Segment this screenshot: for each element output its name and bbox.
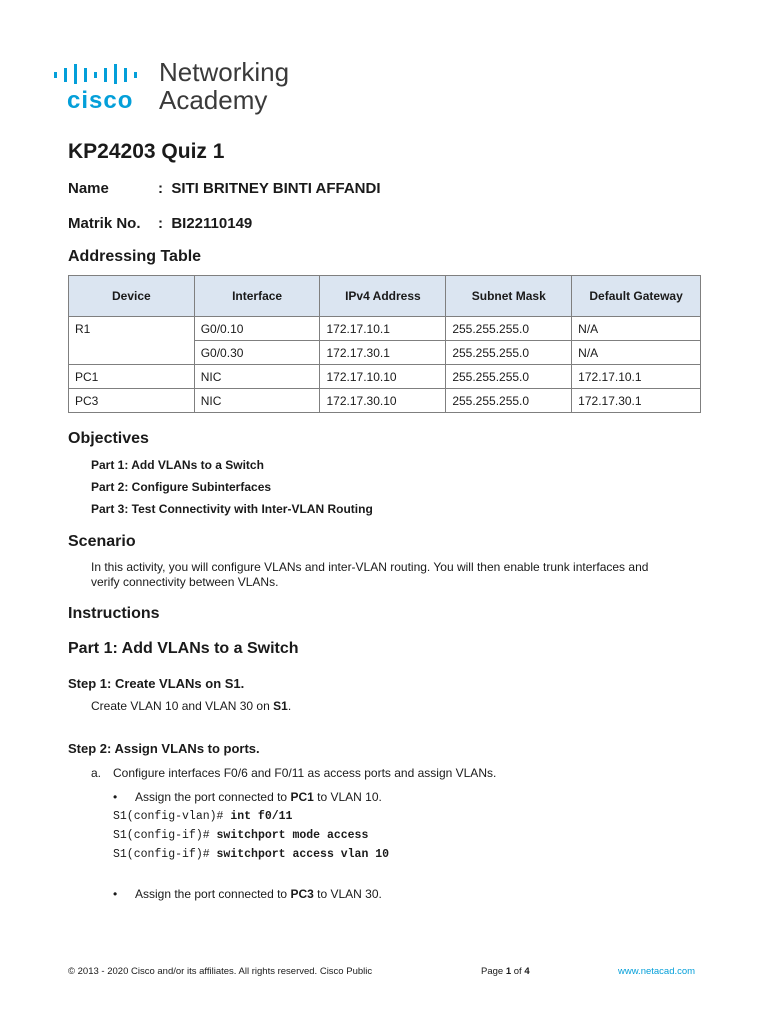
table-cell: PC1 xyxy=(69,365,195,389)
code-prompt: S1(config-if)# xyxy=(113,848,217,861)
bullet-text-bold: PC3 xyxy=(290,887,314,901)
code-line xyxy=(113,848,389,861)
table-cell: 255.255.255.0 xyxy=(446,317,572,341)
code-command: int f0/11 xyxy=(230,810,293,823)
bullet-text: to VLAN 10. xyxy=(313,790,382,804)
objective-item: Part 1: Add VLANs to a Switch xyxy=(91,458,264,472)
table-cell: PC3 xyxy=(69,389,195,413)
step2-heading: Step 2: Assign VLANs to ports. xyxy=(68,741,260,756)
page-label: Page xyxy=(481,966,506,977)
part1-heading: Part 1: Add VLANs to a Switch xyxy=(68,640,299,657)
table-cell: N/A xyxy=(572,341,701,365)
list-item xyxy=(113,887,382,901)
name-value: SITI BRITNEY BINTI AFFANDI xyxy=(171,180,381,197)
table-row xyxy=(69,341,701,365)
addressing-table-heading: Addressing Table xyxy=(68,248,202,265)
table-row xyxy=(69,389,701,413)
table-cell xyxy=(69,341,195,365)
table-cell: N/A xyxy=(572,317,701,341)
table-cell: G0/0.10 xyxy=(194,317,320,341)
page-of: of xyxy=(511,966,525,977)
table-row xyxy=(69,317,701,341)
step1-text-part: Create VLAN 10 and VLAN 30 on xyxy=(91,699,274,713)
bullet-icon: • xyxy=(113,790,118,804)
scenario-line: verify connectivity between VLANs. xyxy=(91,575,279,589)
bullet-icon: • xyxy=(113,887,118,901)
netacad-link[interactable]: www.netacad.com xyxy=(618,966,696,977)
table-cell: 172.17.30.1 xyxy=(320,341,446,365)
matrik-separator: : xyxy=(158,215,163,232)
step2-item-a xyxy=(91,766,496,780)
instructions-heading: Instructions xyxy=(68,605,160,622)
cisco-wordmark: cisco xyxy=(67,87,134,114)
name-label: Name xyxy=(68,180,109,197)
objectives-heading: Objectives xyxy=(68,430,149,447)
objective-item: Part 3: Test Connectivity with Inter-VLAN Routing xyxy=(91,502,373,516)
table-header-cell: IPv4 Address xyxy=(320,276,446,317)
addressing-table xyxy=(68,275,701,413)
scenario-heading: Scenario xyxy=(68,533,136,550)
scenario-paragraph xyxy=(91,560,691,590)
code-prompt: S1(config-if)# xyxy=(113,829,217,842)
scenario-line: In this activity, you will configure VLANs and inter-VLAN routing. You will then enable trunk interfaces and xyxy=(91,560,649,574)
code-command: switchport mode access xyxy=(216,829,369,842)
footer-link-wrap xyxy=(618,966,695,977)
step1-text xyxy=(91,699,291,713)
footer-page-number xyxy=(481,966,530,977)
code-line xyxy=(113,829,368,842)
document-title: KP24203 Quiz 1 xyxy=(68,140,225,163)
code-command: switchport access vlan 10 xyxy=(216,848,390,861)
code-prompt: S1(config-vlan)# xyxy=(113,810,231,823)
step1-heading: Step 1: Create VLANs on S1. xyxy=(68,676,245,691)
matrik-row xyxy=(68,215,252,232)
table-cell: 255.255.255.0 xyxy=(446,365,572,389)
step2-item-a-text: Configure interfaces F0/6 and F0/11 as access ports and assign VLANs. xyxy=(113,766,497,780)
code-line xyxy=(113,810,292,823)
matrik-value: BI22110149 xyxy=(171,215,253,232)
table-header-cell: Subnet Mask xyxy=(446,276,572,317)
page-total: 4 xyxy=(524,966,530,977)
footer-copyright: © 2013 - 2020 Cisco and/or its affiliates. All rights reserved. Cisco Public xyxy=(68,966,373,977)
table-header-cell: Device xyxy=(69,276,195,317)
table-cell: 172.17.10.10 xyxy=(320,365,446,389)
table-cell: NIC xyxy=(194,365,320,389)
table-cell: G0/0.30 xyxy=(194,341,320,365)
logo-line-academy: Academy xyxy=(159,85,268,115)
table-cell: 255.255.255.0 xyxy=(446,389,572,413)
matrik-label: Matrik No. xyxy=(68,215,141,232)
table-header-cell: Default Gateway xyxy=(572,276,701,317)
step1-text-bold: S1 xyxy=(273,699,288,713)
table-header-cell: Interface xyxy=(194,276,320,317)
step1-text-part: . xyxy=(287,699,292,713)
name-separator: : xyxy=(158,180,163,197)
page-current: 1 xyxy=(505,966,512,977)
bullet-text: to VLAN 30. xyxy=(313,887,382,901)
table-cell: 172.17.30.1 xyxy=(572,389,701,413)
table-cell: 255.255.255.0 xyxy=(446,341,572,365)
objective-item: Part 2: Configure Subinterfaces xyxy=(91,480,272,494)
logo-line-networking: Networking xyxy=(159,57,290,87)
table-cell: NIC xyxy=(194,389,320,413)
cisco-networking-academy-logo xyxy=(52,57,312,117)
table-cell: 172.17.30.10 xyxy=(320,389,446,413)
bullet-text: Assign the port connected to xyxy=(135,790,291,804)
list-item xyxy=(113,790,382,804)
bullet-text-bold: PC1 xyxy=(290,790,314,804)
table-cell: 172.17.10.1 xyxy=(320,317,446,341)
bullet-text: Assign the port connected to xyxy=(135,887,291,901)
cisco-bars-icon xyxy=(52,63,152,85)
name-row xyxy=(68,180,381,197)
table-cell: 172.17.10.1 xyxy=(572,365,701,389)
table-header-row xyxy=(69,276,701,317)
table-cell: R1 xyxy=(69,317,195,341)
list-marker: a. xyxy=(91,766,102,780)
table-row xyxy=(69,365,701,389)
